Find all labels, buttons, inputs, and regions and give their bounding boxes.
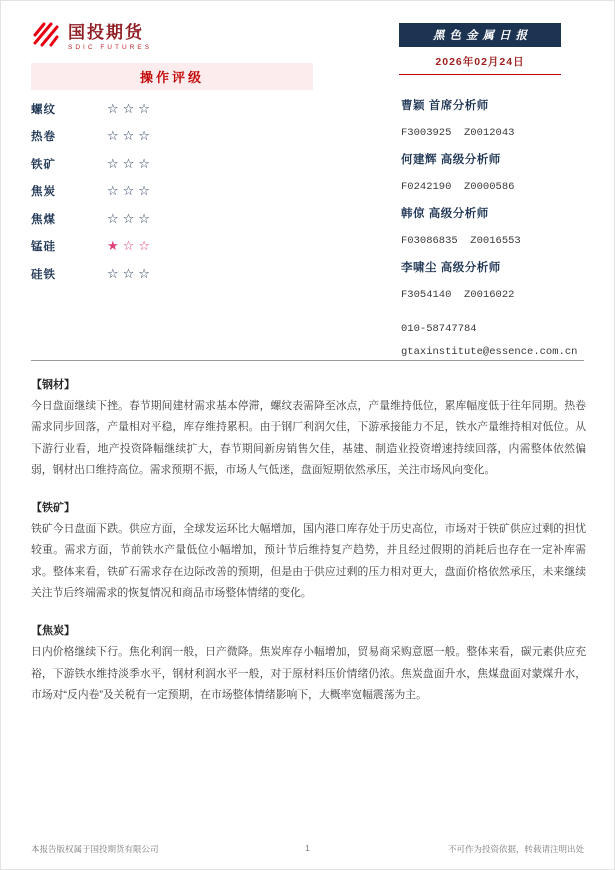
analyst-name: 李啸尘 高级分析师 [401,262,501,274]
analyst-panel [401,93,591,364]
rating-row [31,233,313,261]
ratings-banner: 操作评级 [31,63,313,90]
section-title: 【钢材】 [31,379,75,391]
analyst-name: 韩倞 高级分析师 [401,208,489,220]
report-date: 2026年02月24日 [399,54,561,75]
rating-name: 焦煤 [31,213,56,226]
rating-name: 螺纹 [31,103,56,116]
masthead [399,23,561,75]
analyst-certs: F0242190 Z0000586 [401,181,515,193]
rating-row [31,205,313,233]
rating-stars: ☆☆☆ [107,183,154,199]
report-body [31,375,586,723]
page-footer [31,843,584,855]
rating-stars: ☆☆☆ [107,210,154,226]
rating-stars: ☆☆☆ [107,155,154,171]
report-section [31,375,586,481]
email-address[interactable]: gtaxinstitute@essence.com.cn [401,346,578,358]
rating-name: 铁矿 [31,158,56,171]
report-title: 黑色金属日报 [399,23,561,47]
rating-stars: ☆☆☆ [107,265,154,281]
report-section [31,498,586,604]
section-divider [31,360,584,361]
brand [31,19,152,54]
sdic-logo-icon [31,19,61,54]
rating-row [31,123,313,151]
rating-name: 锰硅 [31,241,56,254]
phone-number: 010-58747784 [401,323,477,335]
rating-row [31,95,313,123]
rating-row [31,178,313,206]
copyright-notice: 本报告版权属于国投期货有限公司 [31,844,159,854]
analyst-name: 曹颖 首席分析师 [401,100,489,112]
section-title: 【铁矿】 [31,502,75,515]
rating-stars: ★☆☆ [107,238,154,254]
disclaimer-notice: 不可作为投资依据，转载请注明出处 [447,844,584,854]
rating-stars: ☆☆☆ [107,100,154,116]
brand-name: 国投期货 [68,22,144,42]
brand-text [68,23,152,51]
section-paragraph: 日内价格继续下行。焦化利润一般，日产微降。焦炭库存小幅增加，贸易商采购意愿一般。整体来看，碳元素供应充裕，下游铁水维持淡季水平，钢材利润水平一般，对于原材料压价情绪仍浓。焦炭盘面升水，焦煤盘面对蒙煤升水，市场对“反内卷”及关税有一定预期，在市场整体情绪影响下，大概率宽幅震荡为主。 [31,646,586,701]
rating-stars: ☆☆☆ [107,128,154,144]
analyst-name: 何建辉 高级分析师 [401,154,501,166]
analyst-certs: F3003925 Z0012043 [401,127,515,139]
contact-block [401,318,591,364]
report-section [31,621,586,706]
section-title: 【焦炭】 [31,625,75,638]
section-paragraph: 今日盘面继续下挫。春节期间建材需求基本停滞，螺纹表需降至冰点，产量维持低位，累库幅度低于往年同期。热卷需求同步回落，产量相对平稳，库存维持累积。由于钢厂利润欠佳，下游承接能力不足，铁水产量维持相对低位。从下游行业看，地产投资降幅继续扩大，春节期间新房销售欠佳，基建、制造业投资增速持续回落，内需整体依然偏弱，钢材出口维持高位。需求预期不振，市场人气低迷，盘面短期依然承压，关注市场风向变化。 [31,400,586,476]
page-number: 1 [305,843,310,853]
rating-name: 硅铁 [31,268,56,281]
section-paragraph: 铁矿今日盘面下跌。供应方面，全球发运环比大幅增加，国内港口库存处于历史高位，市场对于铁矿供应过剩的担忧较重。需求方面，节前铁水产量低位小幅增加，预计节后维持复产趋势，并且经过假期的消耗后也存在一定补库需求。整体来看，铁矿石需求存在边际改善的预期，但是由于供应过剩的压力相对更大，盘面价格依然承压，未来继续关注节后终端需求的恢复情况和商品市场整体情绪的变化。 [31,523,586,600]
rating-row [31,260,313,288]
analyst-certs: F03086835 Z0016553 [401,235,521,247]
rating-row [31,150,313,178]
analyst-certs: F3054140 Z0016022 [401,289,515,301]
rating-name: 热卷 [31,131,56,144]
brand-name-en: SDIC FUTURES [68,43,153,51]
rating-name: 焦炭 [31,186,56,199]
ratings-table [31,95,313,288]
